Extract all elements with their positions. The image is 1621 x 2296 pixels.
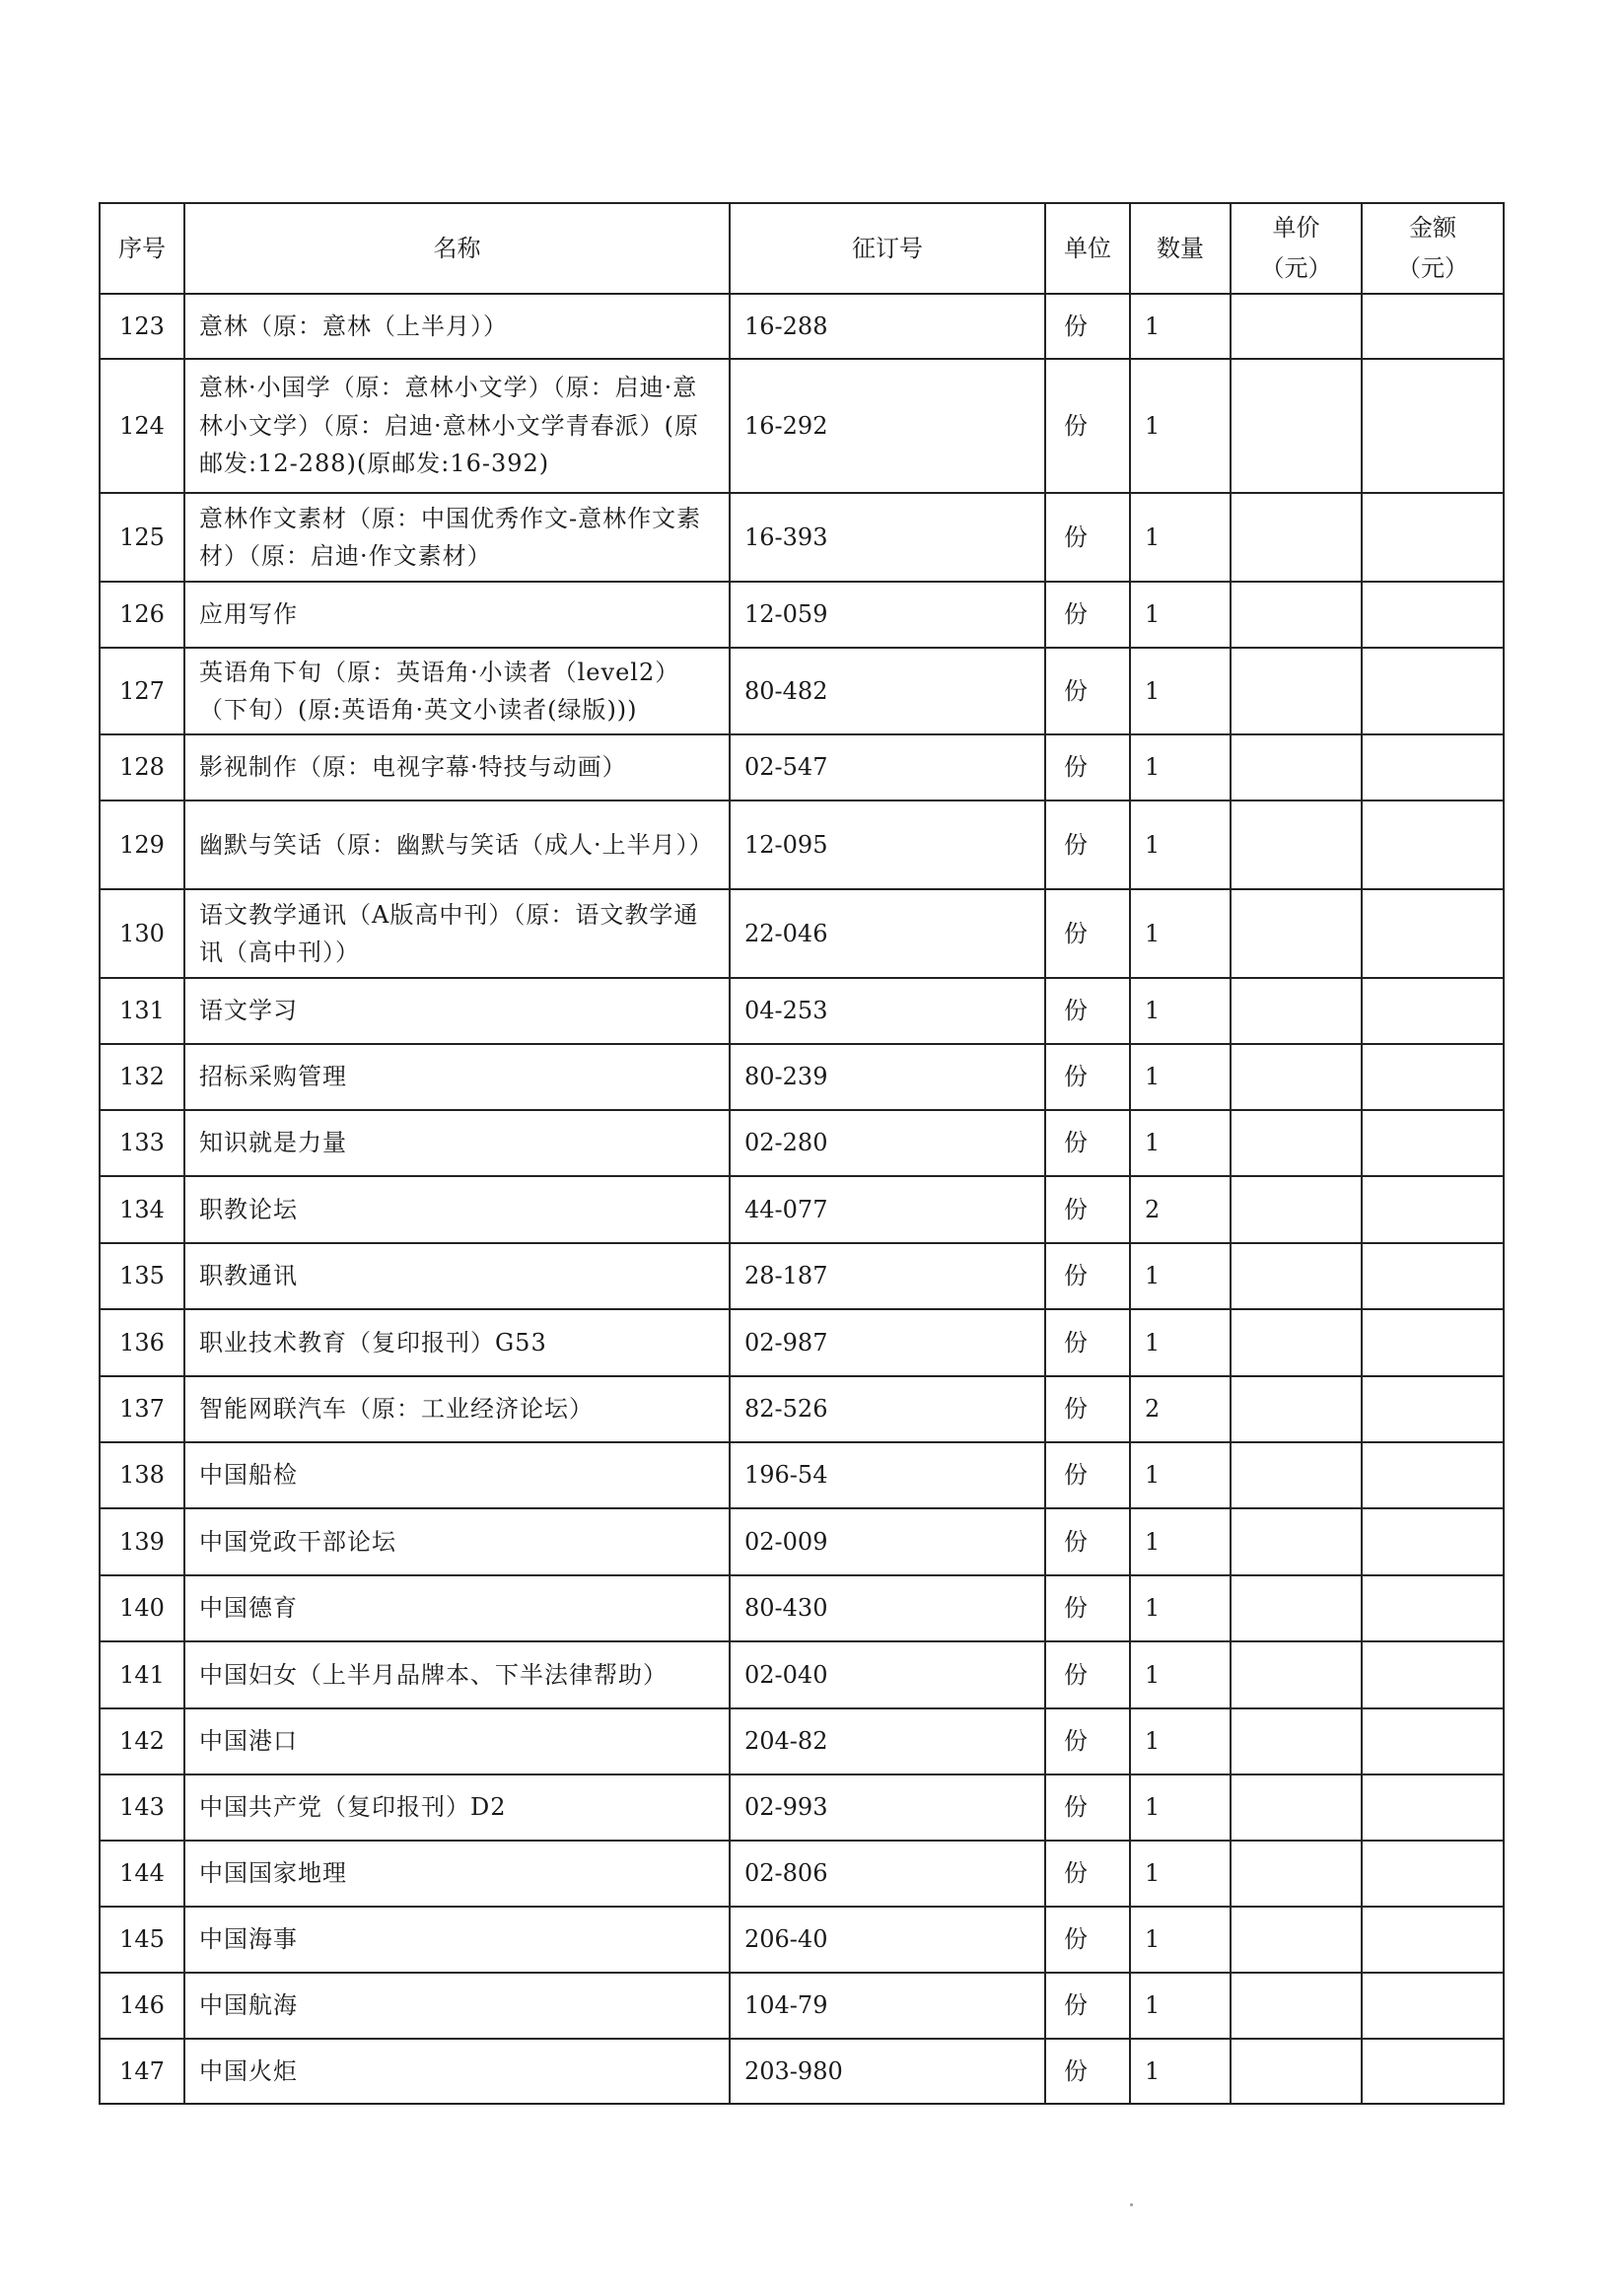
table-row bbox=[100, 1044, 1504, 1110]
cell-price bbox=[1231, 582, 1362, 648]
cell-amount bbox=[1362, 1708, 1504, 1774]
cell-unit: 份 bbox=[1045, 889, 1130, 978]
cell-qty: 1 bbox=[1130, 359, 1231, 493]
cell-qty: 1 bbox=[1130, 1110, 1231, 1176]
cell-price bbox=[1231, 1841, 1362, 1907]
cell-seq: 142 bbox=[100, 1708, 184, 1774]
cell-price bbox=[1231, 800, 1362, 889]
cell-seq: 124 bbox=[100, 359, 184, 493]
cell-code: 80-430 bbox=[730, 1575, 1045, 1641]
header-unit: 单位 bbox=[1045, 203, 1130, 294]
cell-amount bbox=[1362, 1110, 1504, 1176]
cell-code: 203-980 bbox=[730, 2039, 1045, 2104]
cell-code: 204-82 bbox=[730, 1708, 1045, 1774]
cell-code: 12-059 bbox=[730, 582, 1045, 648]
cell-code: 02-806 bbox=[730, 1841, 1045, 1907]
cell-unit: 份 bbox=[1045, 1110, 1130, 1176]
cell-qty: 1 bbox=[1130, 648, 1231, 734]
cell-unit: 份 bbox=[1045, 1044, 1130, 1110]
cell-seq: 126 bbox=[100, 582, 184, 648]
cell-unit: 份 bbox=[1045, 582, 1130, 648]
cell-seq: 138 bbox=[100, 1442, 184, 1508]
cell-amount bbox=[1362, 1243, 1504, 1309]
cell-price bbox=[1231, 1907, 1362, 1973]
cell-name: 中国党政干部论坛 bbox=[184, 1508, 730, 1575]
table-row bbox=[100, 1442, 1504, 1508]
table-row bbox=[100, 734, 1504, 800]
cell-name: 语文学习 bbox=[184, 978, 730, 1044]
cell-name: 中国妇女（上半月品牌本、下半法律帮助） bbox=[184, 1641, 730, 1708]
cell-qty: 1 bbox=[1130, 734, 1231, 800]
cell-code: 02-040 bbox=[730, 1641, 1045, 1708]
cell-qty: 1 bbox=[1130, 493, 1231, 582]
cell-amount bbox=[1362, 1309, 1504, 1376]
cell-name: 中国国家地理 bbox=[184, 1841, 730, 1907]
header-seq: 序号 bbox=[100, 203, 184, 294]
cell-unit: 份 bbox=[1045, 359, 1130, 493]
table-row bbox=[100, 800, 1504, 889]
cell-qty: 1 bbox=[1130, 294, 1231, 359]
cell-seq: 133 bbox=[100, 1110, 184, 1176]
cell-name: 职教通讯 bbox=[184, 1243, 730, 1309]
cell-code: 16-288 bbox=[730, 294, 1045, 359]
table-row bbox=[100, 1641, 1504, 1708]
cell-unit: 份 bbox=[1045, 1176, 1130, 1243]
header-amount bbox=[1362, 203, 1504, 294]
cell-name: 幽默与笑话（原：幽默与笑话（成人·上半月）） bbox=[184, 800, 730, 889]
cell-qty: 1 bbox=[1130, 1841, 1231, 1907]
cell-code: 22-046 bbox=[730, 889, 1045, 978]
cell-seq: 136 bbox=[100, 1309, 184, 1376]
cell-price bbox=[1231, 294, 1362, 359]
header-price-label: 单价 bbox=[1272, 214, 1320, 243]
cell-amount bbox=[1362, 2039, 1504, 2104]
cell-seq: 146 bbox=[100, 1973, 184, 2039]
cell-name: 中国德育 bbox=[184, 1575, 730, 1641]
cell-qty: 2 bbox=[1130, 1176, 1231, 1243]
table-row bbox=[100, 1508, 1504, 1575]
cell-price bbox=[1231, 1044, 1362, 1110]
cell-name: 意林作文素材（原：中国优秀作文-意林作文素材）（原：启迪·作文素材） bbox=[184, 493, 730, 582]
cell-amount bbox=[1362, 978, 1504, 1044]
cell-seq: 140 bbox=[100, 1575, 184, 1641]
cell-qty: 1 bbox=[1130, 889, 1231, 978]
table-header bbox=[100, 203, 1504, 294]
table-row bbox=[100, 493, 1504, 582]
cell-amount bbox=[1362, 359, 1504, 493]
cell-amount bbox=[1362, 648, 1504, 734]
cell-code: 80-482 bbox=[730, 648, 1045, 734]
cell-price bbox=[1231, 359, 1362, 493]
cell-qty: 1 bbox=[1130, 1641, 1231, 1708]
header-price bbox=[1231, 203, 1362, 294]
cell-seq: 141 bbox=[100, 1641, 184, 1708]
cell-code: 02-547 bbox=[730, 734, 1045, 800]
cell-unit: 份 bbox=[1045, 1376, 1130, 1442]
cell-price bbox=[1231, 734, 1362, 800]
cell-unit: 份 bbox=[1045, 1508, 1130, 1575]
table-body bbox=[100, 294, 1504, 2104]
cell-amount bbox=[1362, 889, 1504, 978]
cell-amount bbox=[1362, 1774, 1504, 1841]
cell-unit: 份 bbox=[1045, 1973, 1130, 2039]
cell-amount bbox=[1362, 1575, 1504, 1641]
cell-qty: 1 bbox=[1130, 1508, 1231, 1575]
cell-price bbox=[1231, 2039, 1362, 2104]
header-qty: 数量 bbox=[1130, 203, 1231, 294]
header-name: 名称 bbox=[184, 203, 730, 294]
cell-unit: 份 bbox=[1045, 493, 1130, 582]
table-row bbox=[100, 359, 1504, 493]
cell-name: 中国船检 bbox=[184, 1442, 730, 1508]
cell-code: 196-54 bbox=[730, 1442, 1045, 1508]
table-row bbox=[100, 1309, 1504, 1376]
cell-qty: 1 bbox=[1130, 1243, 1231, 1309]
scan-speck bbox=[1130, 2203, 1133, 2206]
cell-amount bbox=[1362, 1841, 1504, 1907]
cell-price bbox=[1231, 889, 1362, 978]
cell-name: 意林（原：意林（上半月）） bbox=[184, 294, 730, 359]
cell-code: 80-239 bbox=[730, 1044, 1045, 1110]
cell-seq: 134 bbox=[100, 1176, 184, 1243]
table-row bbox=[100, 582, 1504, 648]
cell-name: 职业技术教育（复印报刊）G53 bbox=[184, 1309, 730, 1376]
header-amount-label: 金额 bbox=[1409, 214, 1456, 243]
cell-unit: 份 bbox=[1045, 1575, 1130, 1641]
cell-qty: 1 bbox=[1130, 1973, 1231, 2039]
header-code: 征订号 bbox=[730, 203, 1045, 294]
cell-name: 中国航海 bbox=[184, 1973, 730, 2039]
cell-name: 招标采购管理 bbox=[184, 1044, 730, 1110]
cell-name: 职教论坛 bbox=[184, 1176, 730, 1243]
subscription-table-sheet bbox=[99, 202, 1503, 2105]
cell-unit: 份 bbox=[1045, 294, 1130, 359]
cell-amount bbox=[1362, 1442, 1504, 1508]
cell-code: 02-009 bbox=[730, 1508, 1045, 1575]
cell-seq: 127 bbox=[100, 648, 184, 734]
cell-code: 16-292 bbox=[730, 359, 1045, 493]
cell-seq: 123 bbox=[100, 294, 184, 359]
cell-amount bbox=[1362, 1508, 1504, 1575]
cell-seq: 143 bbox=[100, 1774, 184, 1841]
cell-amount bbox=[1362, 1376, 1504, 1442]
cell-code: 16-393 bbox=[730, 493, 1045, 582]
cell-name: 智能网联汽车（原：工业经济论坛） bbox=[184, 1376, 730, 1442]
cell-name: 中国火炬 bbox=[184, 2039, 730, 2104]
cell-amount bbox=[1362, 493, 1504, 582]
cell-price bbox=[1231, 1973, 1362, 2039]
cell-name: 语文教学通讯（A版高中刊）（原：语文教学通讯（高中刊）） bbox=[184, 889, 730, 978]
cell-seq: 132 bbox=[100, 1044, 184, 1110]
cell-seq: 144 bbox=[100, 1841, 184, 1907]
cell-code: 02-993 bbox=[730, 1774, 1045, 1841]
cell-price bbox=[1231, 1575, 1362, 1641]
cell-amount bbox=[1362, 734, 1504, 800]
cell-qty: 1 bbox=[1130, 1044, 1231, 1110]
cell-code: 04-253 bbox=[730, 978, 1045, 1044]
table-row bbox=[100, 1243, 1504, 1309]
cell-qty: 1 bbox=[1130, 2039, 1231, 2104]
cell-price bbox=[1231, 1641, 1362, 1708]
cell-amount bbox=[1362, 1973, 1504, 2039]
cell-unit: 份 bbox=[1045, 1774, 1130, 1841]
cell-qty: 1 bbox=[1130, 1774, 1231, 1841]
cell-unit: 份 bbox=[1045, 978, 1130, 1044]
cell-price bbox=[1231, 1774, 1362, 1841]
cell-unit: 份 bbox=[1045, 1708, 1130, 1774]
cell-seq: 135 bbox=[100, 1243, 184, 1309]
cell-amount bbox=[1362, 1044, 1504, 1110]
cell-name: 知识就是力量 bbox=[184, 1110, 730, 1176]
cell-price bbox=[1231, 648, 1362, 734]
cell-code: 28-187 bbox=[730, 1243, 1045, 1309]
cell-amount bbox=[1362, 294, 1504, 359]
cell-seq: 131 bbox=[100, 978, 184, 1044]
cell-price bbox=[1231, 1708, 1362, 1774]
cell-price bbox=[1231, 978, 1362, 1044]
cell-code: 44-077 bbox=[730, 1176, 1045, 1243]
table-row bbox=[100, 1973, 1504, 2039]
cell-seq: 137 bbox=[100, 1376, 184, 1442]
cell-price bbox=[1231, 1243, 1362, 1309]
cell-name: 意林·小国学（原：意林小文学）（原：启迪·意林小文学）（原：启迪·意林小文学青春派）(原邮发:12-288)(原邮发:16-392) bbox=[184, 359, 730, 493]
cell-code: 12-095 bbox=[730, 800, 1045, 889]
cell-qty: 1 bbox=[1130, 1907, 1231, 1973]
cell-code: 104-79 bbox=[730, 1973, 1045, 2039]
cell-unit: 份 bbox=[1045, 1309, 1130, 1376]
cell-price bbox=[1231, 1442, 1362, 1508]
cell-qty: 2 bbox=[1130, 1376, 1231, 1442]
cell-unit: 份 bbox=[1045, 1841, 1130, 1907]
cell-code: 82-526 bbox=[730, 1376, 1045, 1442]
table-row bbox=[100, 1376, 1504, 1442]
cell-qty: 1 bbox=[1130, 978, 1231, 1044]
cell-unit: 份 bbox=[1045, 734, 1130, 800]
cell-name: 中国海事 bbox=[184, 1907, 730, 1973]
table-row bbox=[100, 1110, 1504, 1176]
cell-qty: 1 bbox=[1130, 582, 1231, 648]
cell-unit: 份 bbox=[1045, 1641, 1130, 1708]
cell-qty: 1 bbox=[1130, 1708, 1231, 1774]
cell-unit: 份 bbox=[1045, 2039, 1130, 2104]
cell-name: 应用写作 bbox=[184, 582, 730, 648]
cell-amount bbox=[1362, 582, 1504, 648]
table-row bbox=[100, 889, 1504, 978]
header-row bbox=[100, 203, 1504, 294]
subscription-table bbox=[99, 202, 1505, 2105]
cell-seq: 130 bbox=[100, 889, 184, 978]
cell-unit: 份 bbox=[1045, 800, 1130, 889]
cell-qty: 1 bbox=[1130, 1442, 1231, 1508]
table-row bbox=[100, 1176, 1504, 1243]
cell-amount bbox=[1362, 1176, 1504, 1243]
cell-price bbox=[1231, 1376, 1362, 1442]
cell-unit: 份 bbox=[1045, 1442, 1130, 1508]
header-amount-unit: （元） bbox=[1397, 254, 1468, 282]
table-row bbox=[100, 1575, 1504, 1641]
table-row bbox=[100, 2039, 1504, 2104]
table-row bbox=[100, 1841, 1504, 1907]
cell-price bbox=[1231, 493, 1362, 582]
cell-seq: 125 bbox=[100, 493, 184, 582]
cell-code: 206-40 bbox=[730, 1907, 1045, 1973]
cell-qty: 1 bbox=[1130, 1309, 1231, 1376]
cell-price bbox=[1231, 1176, 1362, 1243]
cell-seq: 129 bbox=[100, 800, 184, 889]
cell-unit: 份 bbox=[1045, 1907, 1130, 1973]
table-row bbox=[100, 294, 1504, 359]
cell-seq: 147 bbox=[100, 2039, 184, 2104]
cell-name: 中国共产党（复印报刊）D2 bbox=[184, 1774, 730, 1841]
cell-seq: 128 bbox=[100, 734, 184, 800]
cell-seq: 145 bbox=[100, 1907, 184, 1973]
cell-qty: 1 bbox=[1130, 800, 1231, 889]
table-row bbox=[100, 1774, 1504, 1841]
cell-qty: 1 bbox=[1130, 1575, 1231, 1641]
header-price-unit: （元） bbox=[1260, 254, 1332, 282]
cell-price bbox=[1231, 1508, 1362, 1575]
table-row bbox=[100, 1907, 1504, 1973]
cell-name: 影视制作（原：电视字幕·特技与动画） bbox=[184, 734, 730, 800]
cell-amount bbox=[1362, 800, 1504, 889]
table-row bbox=[100, 648, 1504, 734]
cell-name: 英语角下旬（原：英语角·小读者（level2）（下旬）(原:英语角·英文小读者(绿版))) bbox=[184, 648, 730, 734]
cell-amount bbox=[1362, 1907, 1504, 1973]
cell-name: 中国港口 bbox=[184, 1708, 730, 1774]
table-row bbox=[100, 1708, 1504, 1774]
cell-code: 02-280 bbox=[730, 1110, 1045, 1176]
cell-unit: 份 bbox=[1045, 1243, 1130, 1309]
table-row bbox=[100, 978, 1504, 1044]
cell-price bbox=[1231, 1110, 1362, 1176]
cell-unit: 份 bbox=[1045, 648, 1130, 734]
cell-price bbox=[1231, 1309, 1362, 1376]
cell-amount bbox=[1362, 1641, 1504, 1708]
cell-seq: 139 bbox=[100, 1508, 184, 1575]
cell-code: 02-987 bbox=[730, 1309, 1045, 1376]
